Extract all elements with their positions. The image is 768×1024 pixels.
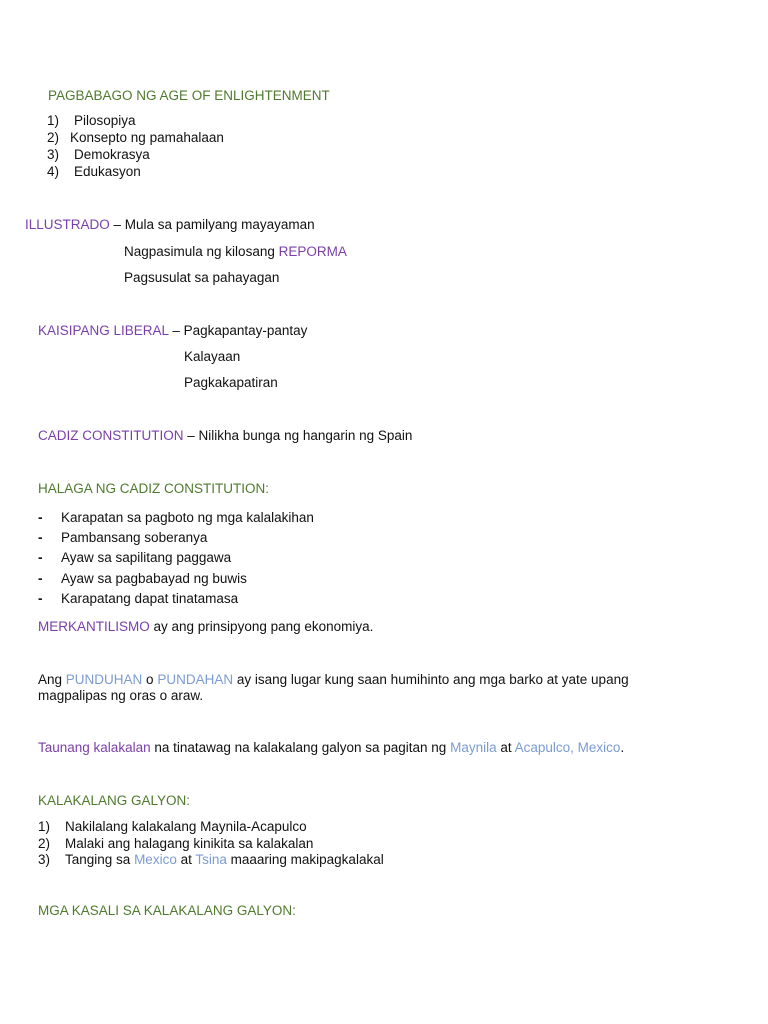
tsina-place: Tsina (195, 852, 227, 867)
list-number: 1) (47, 113, 60, 128)
taunang-and: at (496, 740, 515, 755)
acapulco-place: Acapulco, Mexico (514, 740, 621, 755)
bullet-dash: - (38, 591, 43, 606)
list-number: 3) (38, 852, 51, 867)
liberal-def: Pagkapantay-pantay (183, 323, 308, 338)
maynila-place: Maynila (450, 740, 497, 755)
list-item-text: Edukasyon (74, 164, 141, 179)
halaga-item-2 (38, 530, 208, 546)
list-item-text: Ayaw sa pagbabayad ng buwis (61, 571, 247, 586)
halaga-heading: HALAGA NG CADIZ CONSTITUTION: (38, 481, 270, 496)
punduhan-term: PUNDUHAN (65, 672, 143, 687)
taunang-end: . (620, 740, 625, 755)
punduhan-pre: Ang (38, 672, 66, 687)
list-item-text: Pilosopiya (74, 113, 136, 128)
galyon-item-1 (38, 819, 307, 835)
galyon-heading: KALAKALANG GALYON: (38, 793, 191, 808)
galyon-item-3-and: at (176, 852, 196, 867)
definition-separator: – (109, 217, 125, 232)
liberal-line-3: Pagkakapatiran (184, 375, 278, 390)
bullet-dash: - (38, 510, 43, 525)
liberal-line-2: Kalayaan (184, 349, 241, 364)
bullet-dash: - (38, 530, 43, 545)
merkantilismo-term: MERKANTILISMO (38, 619, 150, 634)
punduhan-mid: o (142, 672, 158, 687)
halaga-item-1 (38, 510, 314, 526)
mexico-place: Mexico (134, 852, 177, 867)
cadiz-def: Nilikha bunga ng hangarin ng Spain (198, 428, 413, 443)
liberal-term: KAISIPANG LIBERAL (38, 323, 169, 338)
enlightenment-item-3 (47, 147, 150, 163)
reporma-term: REPORMA (278, 244, 347, 259)
taunang-sentence (38, 740, 624, 756)
punduhan-sentence-line-1 (38, 672, 629, 688)
definition-separator: – (183, 428, 199, 443)
punduhan-sentence-line-2: magpalipas ng oras o araw. (38, 688, 204, 703)
galyon-item-3 (38, 852, 384, 868)
kasali-heading: MGA KASALI SA KALAKALANG GALYON: (38, 903, 296, 918)
bullet-dash: - (38, 550, 43, 565)
list-number: 3) (47, 147, 60, 162)
punduhan-rest: ay isang lugar kung saan humihinto ang mga barko at yate upang (233, 672, 629, 687)
definition-separator: – (168, 323, 184, 338)
list-number: 2) (38, 836, 51, 851)
pundahan-term: PUNDAHAN (157, 672, 234, 687)
galyon-item-2 (38, 836, 314, 852)
halaga-item-4 (38, 571, 247, 587)
cadiz-term: CADIZ CONSTITUTION (38, 428, 184, 443)
list-item-text: Karapatang dapat tinatamasa (61, 591, 239, 606)
list-item-text: Pambansang soberanya (61, 530, 208, 545)
halaga-item-3 (38, 550, 232, 566)
list-item-text: Konsepto ng pamahalaan (70, 130, 224, 145)
illustrado-definition (25, 217, 315, 233)
list-number: 1) (38, 819, 51, 834)
liberal-definition (38, 323, 307, 339)
list-item-text: Ayaw sa sapilitang paggawa (61, 550, 232, 565)
illustrado-line-2-text: Nagpasimula ng kilosang (124, 244, 279, 259)
enlightenment-heading: PAGBABAGO NG AGE OF ENLIGHTENMENT (48, 88, 330, 103)
list-item-text: Karapatan sa pagboto ng mga kalalakihan (61, 510, 314, 525)
list-item-text: Malaki ang halagang kinikita sa kalakalan (65, 836, 314, 851)
bullet-dash: - (38, 571, 43, 586)
enlightenment-item-1 (47, 113, 136, 129)
illustrado-line-3: Pagsusulat sa pahayagan (124, 270, 280, 285)
merkantilismo-rest: ay ang prinsipyong pang ekonomiya. (149, 619, 374, 634)
illustrado-line-2 (124, 244, 347, 260)
list-item-text: Nakilalang kalakalang Maynila-Acapulco (65, 819, 307, 834)
merkantilismo-sentence (38, 619, 373, 635)
galyon-item-3-rest: maaaring makipagkalakal (226, 852, 384, 867)
list-number: 4) (47, 164, 60, 179)
list-item-text: Demokrasya (74, 147, 150, 162)
illustrado-term: ILLUSTRADO (25, 217, 110, 232)
halaga-item-5 (38, 591, 239, 607)
taunang-mid: na tinatawag na kalakalang galyon sa pagitan ng (150, 740, 451, 755)
taunang-term: Taunang kalakalan (38, 740, 151, 755)
cadiz-definition (38, 428, 412, 444)
list-number: 2) (47, 130, 60, 145)
enlightenment-item-2 (47, 130, 224, 146)
illustrado-def: Mula sa pamilyang mayayaman (124, 217, 315, 232)
galyon-item-3-pre: Tanging sa (65, 852, 135, 867)
enlightenment-item-4 (47, 164, 141, 180)
list-item-text (65, 852, 384, 868)
